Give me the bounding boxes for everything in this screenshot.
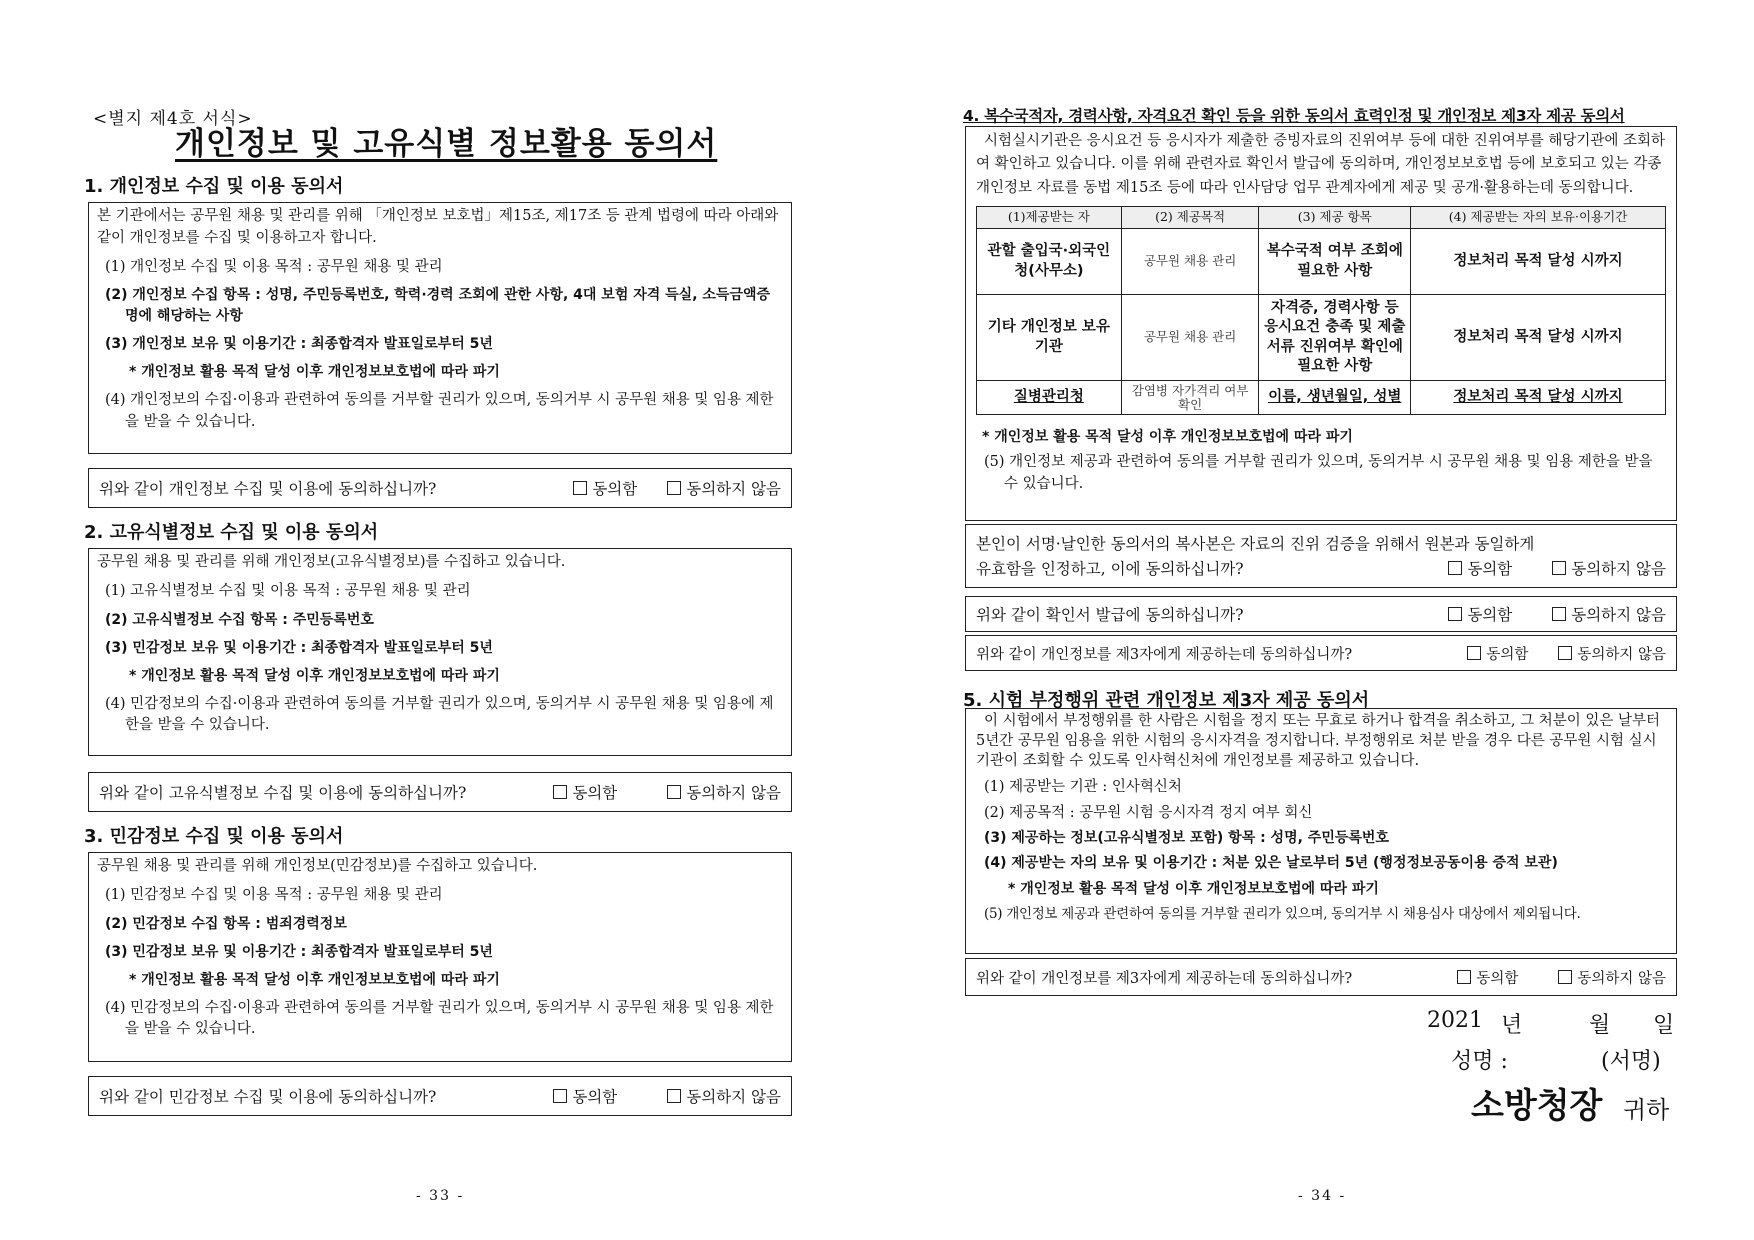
disagree-label: 동의하지 않음 [686,784,781,802]
third-party-consent [965,635,1677,671]
agree-label: 동의함 [1486,646,1529,663]
date-year-unit: 년 [1501,1013,1523,1038]
section-2-note: * 개인정보 활용 목적 달성 이후 개인정보보호법에 따라 파기 [129,667,500,684]
section-1-heading: 1. 개인정보 수집 및 이용 동의서 [84,176,344,197]
table-cell: 자격증, 경력사항 등 응시요건 충족 및 제출서류 진위여부 확인에 필요한 사항 [1259,295,1411,381]
section-4-intro: 시험실시기관은 응시요건 등 응시자가 제출한 증빙자료의 진위여부 등에 대한 진위여부를 해당기관에 조회하여 확인하고 있습니다. 이를 위해 관련자료 확인서 발급에 동의하며, 개인정보보호법 등에 보호되고 있는 각종 개인정보 자료를 동법 제15조 등에 따라 인사담당 업무 관계자에게 제공 및 공개·활용하는데 동의합니다. [976,133,1666,196]
agree-label: 동의함 [592,480,638,498]
consent-question-cont: 유효함을 인정하고, 이에 동의하십니까? [976,560,1244,579]
disagree-checkbox[interactable] [1552,607,1566,621]
section-2-item-3: (3) 민감정보 보유 및 이용기간 : 최종합격자 발표일로부터 5년 [105,639,493,656]
section-2-item-4: (4) 민감정보의 수집·이용과 관련하여 동의를 거부할 권리가 있으며, 동의거부 시 공무원 채용 및 임용에 제한을 받을 수 있습니다. [105,695,774,734]
disagree-option[interactable] [1552,603,1666,625]
section-1-note: * 개인정보 활용 목적 달성 이후 개인정보보호법에 따라 파기 [129,364,500,381]
page-number: - 33 - [416,1188,465,1204]
honorific: 귀하 [1623,1096,1670,1124]
table-cell: 정보처리 목적 달성 시까지 [1411,295,1666,381]
section-2-item-2: (2) 고유식별정보 수집 항목 : 주민등록번호 [105,611,374,628]
disagree-label: 동의하지 않음 [1571,560,1666,579]
disagree-checkbox[interactable] [667,481,681,495]
section-2-body [88,548,792,756]
table-cell: 이름, 생년월일, 성별 [1259,381,1411,415]
section-5-item-4: (4) 제공받는 자의 보유 및 이용기간 : 처분 있은 날로부터 5년 (행정정보공동이용 증적 보관) [984,855,1558,872]
section-3-heading: 3. 민감정보 수집 및 이용 동의서 [84,826,344,847]
consent-question: 위와 같이 개인정보를 제3자에게 제공하는데 동의하십니까? [976,646,1353,663]
section-3-item-4: (4) 민감정보의 수집·이용과 관련하여 동의를 거부할 권리가 있으며, 동의거부 시 공무원 채용 및 임용 제한을 받을 수 있습니다. [105,999,774,1038]
table-row [977,295,1666,381]
section-5-heading: 5. 시험 부정행위 관련 개인정보 제3자 제공 동의서 [963,690,1370,711]
table-cell: 공무원 채용 관리 [1121,229,1259,295]
disagree-label: 동의하지 않음 [686,480,781,498]
agree-option[interactable] [1467,643,1528,664]
agree-option[interactable] [1448,603,1512,625]
section-5-item-2: (2) 제공목적 : 공무원 시험 응시자격 정지 여부 회신 [984,805,1313,821]
section-1-item-2: (2) 개인정보 수집 항목 : 성명, 주민등록번호, 학력·경력 조회에 관한 사항, 4대 보험 자격 득실, 소득금액증명에 해당하는 사항 [105,287,771,325]
agree-checkbox[interactable] [1457,970,1471,984]
consent-question: 위와 같이 개인정보를 제3자에게 제공하는데 동의하십니까? [976,970,1353,987]
disagree-checkbox[interactable] [1558,970,1572,984]
section-1-body [88,202,792,454]
agree-label: 동의함 [1467,606,1513,624]
disagree-option[interactable] [667,781,781,803]
table-header: (3) 제공 항목 [1259,207,1411,229]
section-5-item-3: (3) 제공하는 정보(고유식별정보 포함) 항목 : 성명, 주민등록번호 [984,830,1389,846]
table-cell: 정보처리 목적 달성 시까지 [1411,381,1666,415]
disagree-checkbox[interactable] [667,1089,681,1103]
agree-checkbox[interactable] [553,1089,567,1103]
provision-table [976,206,1666,415]
section-5-consent [965,958,1677,996]
page-right [877,0,1754,1240]
table-cell: 관할 출입국·외국인청(사무소) [977,229,1122,295]
section-4-heading: 4. 복수국적자, 경력사항, 자격요건 확인 등을 위한 동의서 효력인정 및 개인정보 제3자 제공 동의서 [963,107,1625,125]
section-1-intro: 본 기관에서는 공무원 채용 및 관리를 위해 「개인정보 보호법」제15조, 제17조 등 관계 법령에 따라 아래와 같이 개인정보를 수집 및 이용하고자 합니다. [97,208,779,246]
section-4-note: * 개인정보 활용 목적 달성 이후 개인정보보호법에 따라 파기 [982,429,1353,446]
table-cell: 정보처리 목적 달성 시까지 [1411,229,1666,295]
agree-option[interactable] [1448,557,1512,579]
section-3-note: * 개인정보 활용 목적 달성 이후 개인정보보호법에 따라 파기 [129,971,500,988]
addressee: 소방청장 [1471,1086,1603,1126]
section-5-body [965,708,1677,954]
agree-checkbox[interactable] [1448,561,1462,575]
disagree-label: 동의하지 않음 [1577,970,1666,987]
section-1-item-1: (1) 개인정보 수집 및 이용 목적 : 공무원 채용 및 관리 [105,258,443,275]
section-5-item-1: (1) 제공받는 기관 : 인사혁신처 [984,779,1182,795]
section-2-consent [88,772,792,812]
disagree-label: 동의하지 않음 [1577,646,1666,663]
agree-label: 동의함 [1467,560,1513,579]
copy-validity-consent [965,524,1677,588]
table-header-row [977,207,1666,229]
consent-question: 위와 같이 고유식별정보 수집 및 이용에 동의하십니까? [99,784,467,802]
disagree-checkbox[interactable] [1552,561,1566,575]
section-5-note: * 개인정보 활용 목적 달성 이후 개인정보보호법에 따라 파기 [1008,880,1379,897]
agree-checkbox[interactable] [1467,646,1481,660]
section-2-item-1: (1) 고유식별정보 수집 및 이용 목적 : 공무원 채용 및 관리 [105,582,471,599]
section-3-item-3: (3) 민감정보 보유 및 이용기간 : 최종합격자 발표일로부터 5년 [105,943,493,960]
section-3-item-1: (1) 민감정보 수집 및 이용 목적 : 공무원 채용 및 관리 [105,886,443,903]
disagree-option[interactable] [1558,967,1666,988]
table-header: (1)제공받는 자 [977,207,1122,229]
section-3-consent [88,1076,792,1116]
agree-label: 동의함 [572,1088,618,1106]
section-3-item-2: (2) 민감정보 수집 항목 : 범죄경력정보 [105,915,347,932]
section-3-body [88,852,792,1062]
agree-label: 동의함 [1476,970,1519,987]
name-label: 성명 : [1451,1049,1508,1074]
agree-checkbox[interactable] [1448,607,1462,621]
section-1-item-3: (3) 개인정보 보유 및 이용기간 : 최종합격자 발표일로부터 5년 [105,336,493,353]
date-month-unit: 월 [1589,1013,1611,1038]
page-number: - 34 - [1298,1188,1347,1204]
table-cell: 기타 개인정보 보유기관 [977,295,1122,381]
agree-label: 동의함 [572,784,618,802]
certificate-consent [965,596,1677,632]
section-2-heading: 2. 고유식별정보 수집 및 이용 동의서 [84,522,379,543]
agree-option[interactable] [573,477,637,499]
consent-question: 위와 같이 개인정보 수집 및 이용에 동의하십니까? [99,480,437,498]
date-day-unit: 일 [1653,1013,1675,1038]
disagree-checkbox[interactable] [667,785,681,799]
disagree-option[interactable] [1552,557,1666,579]
disagree-label: 동의하지 않음 [686,1088,781,1106]
section-3-intro: 공무원 채용 및 관리를 위해 개인정보(민감정보)를 수집하고 있습니다. [97,858,538,874]
consent-question: 위와 같이 확인서 발급에 동의하십니까? [976,606,1244,624]
section-4-item-5: (5) 개인정보 제공과 관련하여 동의를 거부할 권리가 있으며, 동의거부 시 공무원 채용 및 임용 제한을 받을 수 있습니다. [984,454,1653,492]
section-4-body [965,126,1677,521]
consent-question: 위와 같이 민감정보 수집 및 이용에 동의하십니까? [99,1088,437,1106]
disagree-label: 동의하지 않음 [1571,606,1666,624]
section-1-item-4: (4) 개인정보의 수집·이용과 관련하여 동의를 거부할 권리가 있으며, 동의거부 시 공무원 채용 및 임용 제한을 받을 수 있습니다. [105,392,774,430]
section-2-intro: 공무원 채용 및 관리를 위해 개인정보(고유식별정보)를 수집하고 있습니다. [97,554,566,570]
table-cell: 질병관리청 [977,381,1122,415]
table-header: (4) 제공받는 자의 보유·이용기간 [1411,207,1666,229]
section-5-intro: 이 시험에서 부정행위를 한 사람은 시험을 정지 또는 무효로 하거나 합격을 취소하고, 그 처분이 있은 날부터 5년간 공무원 임용을 위한 시험의 응시자격을 정지합니다. 부정행위로 처분 받을 경우 다른 공무원 시험 실시기관이 조회할 수 있도록 인사혁신처에 개인정보를 제공하고 있습니다. [976,713,1661,769]
table-cell: 공무원 채용 관리 [1121,295,1259,381]
form-number: <별지 제4호 서식> [93,109,253,129]
document-title: 개인정보 및 고유식별 정보활용 동의서 [175,126,718,162]
agree-checkbox[interactable] [553,785,567,799]
sign-label: (서명) [1601,1049,1661,1074]
disagree-option[interactable] [667,477,781,499]
table-row [977,381,1666,415]
disagree-option[interactable] [667,1085,781,1107]
table-cell: 복수국적 여부 조회에 필요한 사항 [1259,229,1411,295]
date-year: 2021 [1427,1008,1483,1033]
agree-option[interactable] [553,781,617,803]
disagree-checkbox[interactable] [1558,646,1572,660]
table-cell: 감염병 자가격리 여부 확인 [1121,381,1259,415]
table-header: (2) 제공목적 [1121,207,1259,229]
table-row [977,229,1666,295]
agree-option[interactable] [1457,967,1518,988]
agree-option[interactable] [553,1085,617,1107]
section-1-consent [88,468,792,508]
agree-checkbox[interactable] [573,481,587,495]
disagree-option[interactable] [1558,643,1666,664]
consent-question: 본인이 서명·날인한 동의서의 복사본은 자료의 진위 검증을 위해서 원본과 동일하게 [976,535,1535,553]
section-5-item-5: (5) 개인정보 제공과 관련하여 동의를 거부할 권리가 있으며, 동의거부 시 채용심사 대상에서 제외됩니다. [984,905,1581,922]
